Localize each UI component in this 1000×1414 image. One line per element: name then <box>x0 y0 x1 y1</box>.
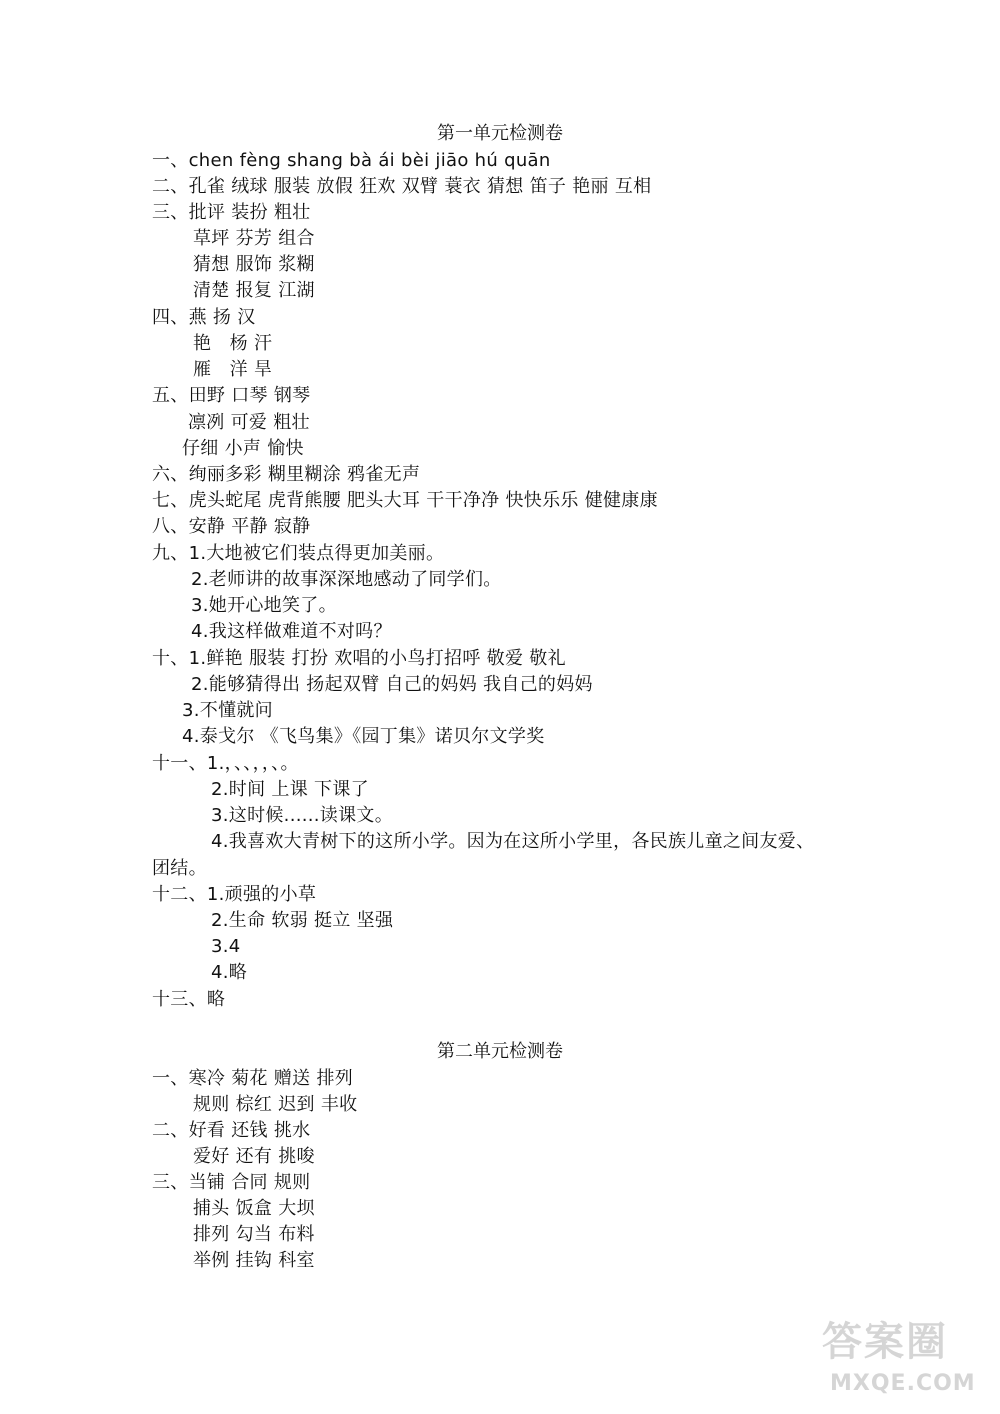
unit1-line: 3.4 <box>211 936 241 957</box>
unit1-line: 3.不懂就问 <box>182 700 273 721</box>
unit1-line: 2.时间 上课 下课了 <box>211 779 369 800</box>
unit1-line: 七、虎头蛇尾 虎背熊腰 肥头大耳 干干净净 快快乐乐 健健康康 <box>152 490 658 511</box>
unit2-line: 排列 勾当 布料 <box>193 1224 315 1245</box>
unit1-line: 六、绚丽多彩 糊里糊涂 鸦雀无声 <box>152 464 421 485</box>
unit1-line: 十二、1.顽强的小草 <box>152 884 317 905</box>
unit1-line: 三、批评 装扮 粗壮 <box>152 202 311 223</box>
unit1-line: 4.略 <box>211 962 248 983</box>
unit1-line: 九、1.大地被它们装点得更加美丽。 <box>152 543 445 564</box>
watermark <box>822 1318 992 1408</box>
unit1-line: 2.能够猜得出 扬起双臂 自己的妈妈 我自己的妈妈 <box>191 674 593 695</box>
unit1-line: 清楚 报复 江湖 <box>193 280 315 301</box>
unit1-title: 第一单元检测卷 <box>437 123 563 144</box>
unit1-line: 2.老师讲的故事深深地感动了同学们。 <box>191 569 502 590</box>
unit2-line: 捕头 饭盒 大坝 <box>193 1198 315 1219</box>
unit1-line: 4.泰戈尔 《飞鸟集》《园丁集》诺贝尔文学奖 <box>182 726 545 747</box>
unit1-line: 八、安静 平静 寂静 <box>152 516 311 537</box>
unit1-line: 3.这时候......读课文。 <box>211 805 394 826</box>
unit1-line: 3.她开心地笑了。 <box>191 595 337 616</box>
unit1-line: 团结。 <box>152 858 207 879</box>
unit1-line: 艳 杨 汗 <box>193 333 273 354</box>
unit1-line: 一、chen fèng shang bà ái bèi jiāo hú quān <box>152 150 551 171</box>
unit2-line: 一、寒冷 菊花 赠送 排列 <box>152 1068 354 1089</box>
unit2-title: 第二单元检测卷 <box>437 1041 563 1062</box>
unit1-line: 4.我喜欢大青树下的这所小学。因为在这所小学里，各民族儿童之间友爱、 <box>211 831 815 852</box>
unit1-line: 草坪 芬芳 组合 <box>193 228 315 249</box>
unit1-line: 2.生命 软弱 挺立 坚强 <box>211 910 394 931</box>
unit1-line: 4.我这样做难道不对吗？ <box>191 621 392 642</box>
watermark-url: MXQE.COM <box>830 1371 976 1396</box>
unit1-line: 四、燕 扬 汉 <box>152 307 256 328</box>
unit1-line: 十、1.鲜艳 服装 打扮 欢唱的小鸟打招呼 敬爱 敬礼 <box>152 648 566 669</box>
unit2-line: 爱好 还有 挑唆 <box>193 1146 315 1167</box>
unit2-line: 三、当铺 合同 规则 <box>152 1172 311 1193</box>
unit1-line: 猜想 服饰 浆糊 <box>193 254 315 275</box>
unit1-line: 十三、略 <box>152 989 226 1010</box>
unit1-line: 仔细 小声 愉快 <box>182 438 304 459</box>
unit1-line: 五、田野 口琴 钢琴 <box>152 385 311 406</box>
unit1-line: 凛冽 可爱 粗壮 <box>188 412 310 433</box>
unit2-line: 规则 棕红 迟到 丰收 <box>193 1094 358 1115</box>
unit2-line: 举例 挂钩 科室 <box>193 1250 315 1271</box>
unit1-line: 十一、1.，、、，，、。 <box>152 753 299 774</box>
unit2-line: 二、好看 还钱 挑水 <box>152 1120 311 1141</box>
watermark-logo: 答案圈 <box>822 1318 948 1365</box>
unit1-line: 雁 洋 旱 <box>193 359 273 380</box>
unit1-line: 二、孔雀 绒球 服装 放假 狂欢 双臂 蓑衣 猜想 笛子 艳丽 互相 <box>152 176 652 197</box>
